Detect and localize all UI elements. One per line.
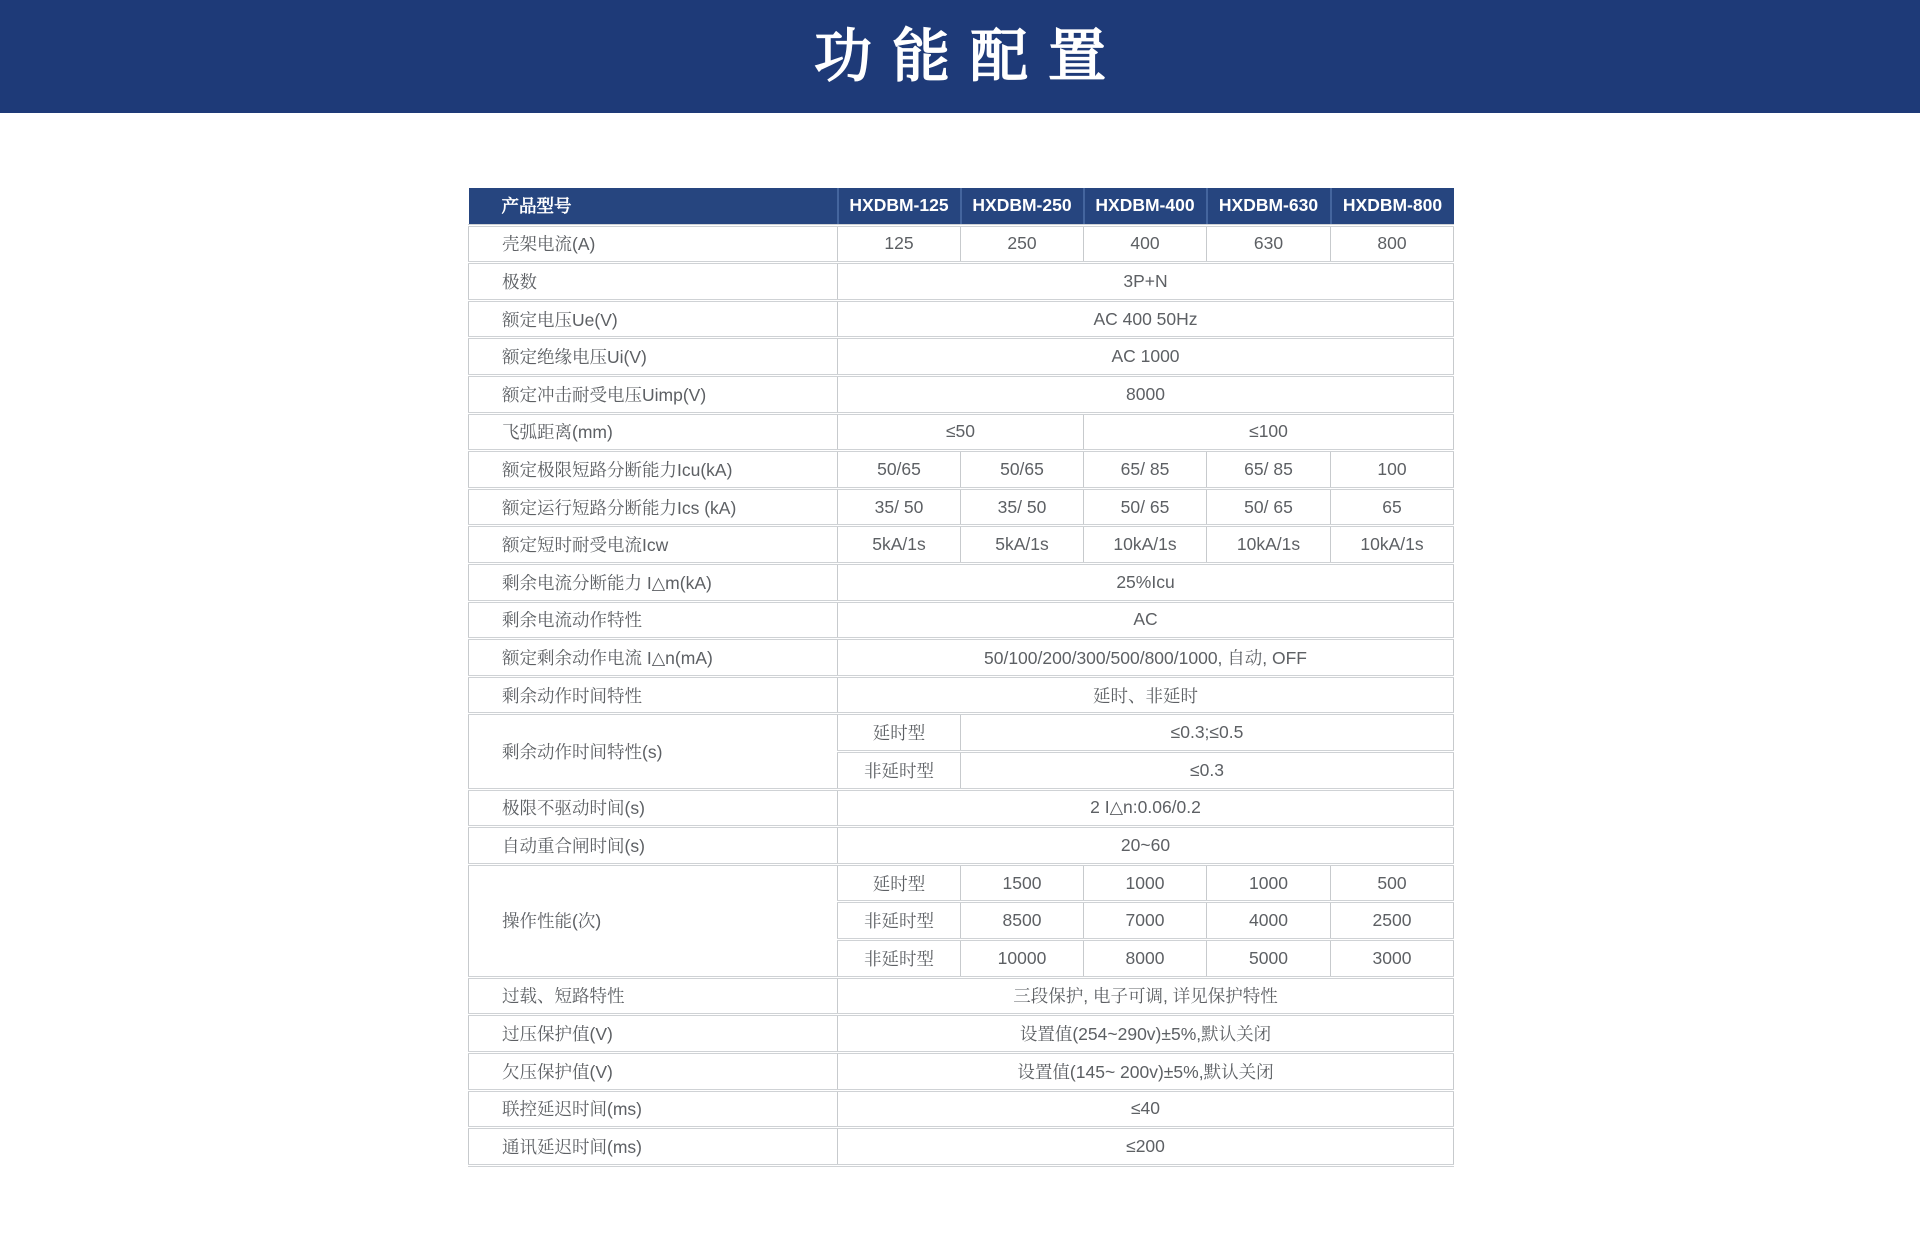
table-cell: 8000 — [1084, 940, 1207, 978]
table-cell: 8000 — [838, 375, 1454, 413]
page-banner — [0, 0, 1920, 113]
page-title: 功能配置 — [813, 23, 1126, 89]
table-cell: ≤40 — [838, 1090, 1454, 1128]
table-cell: 延时、非延时 — [838, 676, 1454, 714]
row-label: 额定短时耐受电流Icw — [469, 526, 838, 564]
table-cell: AC 1000 — [838, 338, 1454, 376]
table-cell: 1000 — [1207, 864, 1331, 902]
table-cell: 50/65 — [961, 451, 1084, 489]
table-row — [469, 338, 1454, 376]
table-row — [469, 1052, 1454, 1090]
table-cell: 1000 — [1084, 864, 1207, 902]
row-label: 额定剩余动作电流 I△n(mA) — [469, 639, 838, 677]
table-cell: 10kA/1s — [1331, 526, 1454, 564]
table-cell: ≤100 — [1084, 413, 1454, 451]
table-row — [469, 375, 1454, 413]
table-cell: 10kA/1s — [1084, 526, 1207, 564]
table-row — [469, 1090, 1454, 1128]
header-model-4: HXDBM-630 — [1207, 188, 1331, 225]
table-cell: 10000 — [961, 940, 1084, 978]
table-row — [469, 526, 1454, 564]
table-header-row — [469, 188, 1454, 225]
table-cell: 3P+N — [838, 263, 1454, 301]
table-cell: 50/ 65 — [1084, 488, 1207, 526]
table-row — [469, 714, 1454, 752]
row-label: 壳架电流(A) — [469, 225, 838, 263]
table-cell: 50/65 — [838, 451, 961, 489]
table-cell: 延时型 — [838, 714, 961, 752]
table-cell: 500 — [1331, 864, 1454, 902]
spec-table-body — [469, 225, 1454, 1166]
table-row — [469, 300, 1454, 338]
table-cell: 2500 — [1331, 902, 1454, 940]
row-label: 额定极限短路分断能力Icu(kA) — [469, 451, 838, 489]
table-cell: AC — [838, 601, 1454, 639]
row-label: 极限不驱动时间(s) — [469, 789, 838, 827]
table-row — [469, 225, 1454, 263]
row-label: 联控延迟时间(ms) — [469, 1090, 838, 1128]
table-row — [469, 827, 1454, 865]
row-label: 自动重合闸时间(s) — [469, 827, 838, 865]
table-row — [469, 639, 1454, 677]
row-label: 过载、短路特性 — [469, 977, 838, 1015]
table-cell: 8500 — [961, 902, 1084, 940]
table-row — [469, 263, 1454, 301]
row-label: 过压保护值(V) — [469, 1015, 838, 1053]
spec-table — [468, 188, 1454, 1167]
table-cell: 三段保护, 电子可调, 详见保护特性 — [838, 977, 1454, 1015]
row-label: 剩余动作时间特性(s) — [469, 714, 838, 789]
table-cell: 35/ 50 — [838, 488, 961, 526]
table-cell: 400 — [1084, 225, 1207, 263]
table-cell: 50/ 65 — [1207, 488, 1331, 526]
table-row — [469, 789, 1454, 827]
table-cell: 7000 — [1084, 902, 1207, 940]
table-cell: 100 — [1331, 451, 1454, 489]
row-label: 剩余动作时间特性 — [469, 676, 838, 714]
table-cell: 65/ 85 — [1084, 451, 1207, 489]
table-cell: 设置值(254~290v)±5%,默认关闭 — [838, 1015, 1454, 1053]
row-label: 额定电压Ue(V) — [469, 300, 838, 338]
table-row — [469, 413, 1454, 451]
table-row — [469, 601, 1454, 639]
table-cell: 125 — [838, 225, 961, 263]
table-cell: ≤200 — [838, 1128, 1454, 1166]
table-cell: 5kA/1s — [838, 526, 961, 564]
header-product-model-label: 产品型号 — [469, 188, 838, 225]
table-cell: 250 — [961, 225, 1084, 263]
row-label: 操作性能(次) — [469, 864, 838, 977]
table-cell: 3000 — [1331, 940, 1454, 978]
row-label: 欠压保护值(V) — [469, 1052, 838, 1090]
table-cell: 设置值(145~ 200v)±5%,默认关闭 — [838, 1052, 1454, 1090]
table-cell: 20~60 — [838, 827, 1454, 865]
table-row — [469, 977, 1454, 1015]
table-row — [469, 1128, 1454, 1166]
row-label: 额定冲击耐受电压Uimp(V) — [469, 375, 838, 413]
row-label: 极数 — [469, 263, 838, 301]
table-cell: 延时型 — [838, 864, 961, 902]
table-row — [469, 563, 1454, 601]
table-row — [469, 1015, 1454, 1053]
table-cell: 35/ 50 — [961, 488, 1084, 526]
table-cell: 非延时型 — [838, 940, 961, 978]
table-cell: 630 — [1207, 225, 1331, 263]
table-cell: 10kA/1s — [1207, 526, 1331, 564]
table-cell: ≤0.3;≤0.5 — [961, 714, 1454, 752]
row-label: 通讯延迟时间(ms) — [469, 1128, 838, 1166]
header-model-2: HXDBM-250 — [961, 188, 1084, 225]
row-label: 额定运行短路分断能力Ics (kA) — [469, 488, 838, 526]
table-cell: 1500 — [961, 864, 1084, 902]
row-label: 剩余电流动作特性 — [469, 601, 838, 639]
header-model-3: HXDBM-400 — [1084, 188, 1207, 225]
table-cell: 非延时型 — [838, 902, 961, 940]
table-cell: 65/ 85 — [1207, 451, 1331, 489]
table-cell: 25%Icu — [838, 563, 1454, 601]
table-cell: 4000 — [1207, 902, 1331, 940]
row-label: 额定绝缘电压Ui(V) — [469, 338, 838, 376]
table-cell: ≤0.3 — [961, 752, 1454, 790]
table-cell: 50/100/200/300/500/800/1000, 自动, OFF — [838, 639, 1454, 677]
table-cell: 2 I△n:0.06/0.2 — [838, 789, 1454, 827]
table-cell: 5000 — [1207, 940, 1331, 978]
table-cell: AC 400 50Hz — [838, 300, 1454, 338]
table-cell: 65 — [1331, 488, 1454, 526]
table-cell: 非延时型 — [838, 752, 961, 790]
row-label: 飞弧距离(mm) — [469, 413, 838, 451]
row-label: 剩余电流分断能力 I△m(kA) — [469, 563, 838, 601]
table-row — [469, 676, 1454, 714]
header-model-1: HXDBM-125 — [838, 188, 961, 225]
table-cell: 800 — [1331, 225, 1454, 263]
header-model-5: HXDBM-800 — [1331, 188, 1454, 225]
table-row — [469, 451, 1454, 489]
table-row — [469, 488, 1454, 526]
table-cell: ≤50 — [838, 413, 1084, 451]
table-cell: 5kA/1s — [961, 526, 1084, 564]
table-row — [469, 864, 1454, 902]
